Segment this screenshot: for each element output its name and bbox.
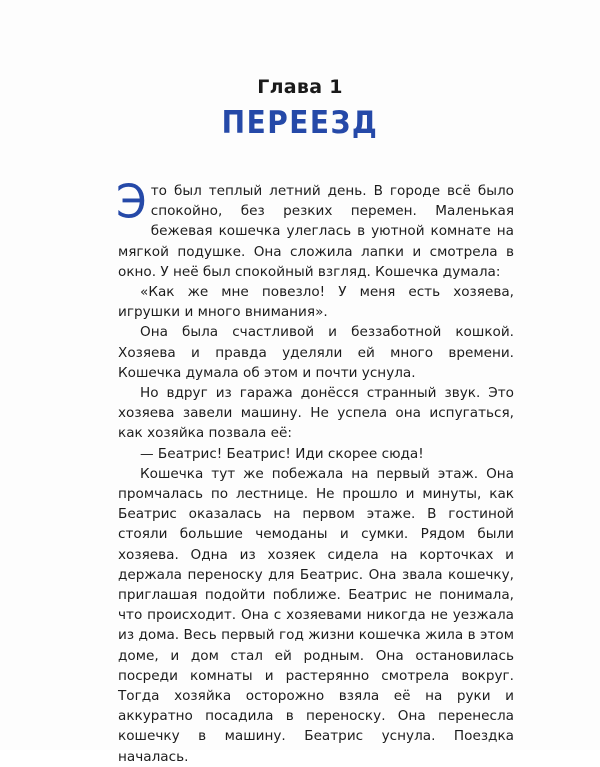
paragraph: — Беатрис! Беатрис! Иди скорее сюда! [140, 445, 424, 462]
paragraph: «Как же мне повезло! У меня есть хозяева, игрушки и много внимания». [118, 284, 514, 321]
paragraph [116, 175, 514, 282]
paragraph-text: то был теплый летний день. В городе всё было спокойно, без резких перемен. Маленькая бежевая кошечка улеглась в уютной комнате на мягкой подушке. Она сложила лапки и смотрела в окно. У неё был спокойный взгляд. Кошечка думала: [118, 183, 514, 280]
chapter-number: Глава 1 [257, 76, 343, 98]
paragraph: Кошечка тут же побежала на первый этаж. Она промчалась по лестнице. Не прошло и минуты, как Беатрис оказалась на первом этаже. В гостиной стояли большие чемоданы и сумки. Рядом были хозяева. Одна из хозяек сидела на корточках и держала переноску для Беатрис. Она звала кошечку, приглашая подойти поближе. Беатрис не понимала, что происходит. Она с хозяевами никогда не уезжала из дома. Весь первый год жизни кошечка жила в этом доме, и дом стал ей родным. Она остановилась посреди комнаты и растерянно смотрела вокруг. Тогда хозяйка осторожно взяла её на руки и аккуратно посадила в переноску. Она перенесла кошечку в машину. Беатрис уснула. Поездка началась. [118, 465, 514, 765]
drop-cap: Э [116, 175, 147, 230]
paragraph: Но вдруг из гаража донёсся странный звук. Это хозяева завели машину. Не успела она испугаться, как хозяйка позвала её: [118, 385, 514, 442]
chapter-body [116, 175, 514, 767]
paragraph: Она была счастливой и беззаботной кошкой. Хозяева и правда уделяли ей много времени. Кошечка думала об этом и почти уснула. [118, 324, 514, 381]
chapter-title: ПЕРЕЕЗД [221, 104, 379, 141]
